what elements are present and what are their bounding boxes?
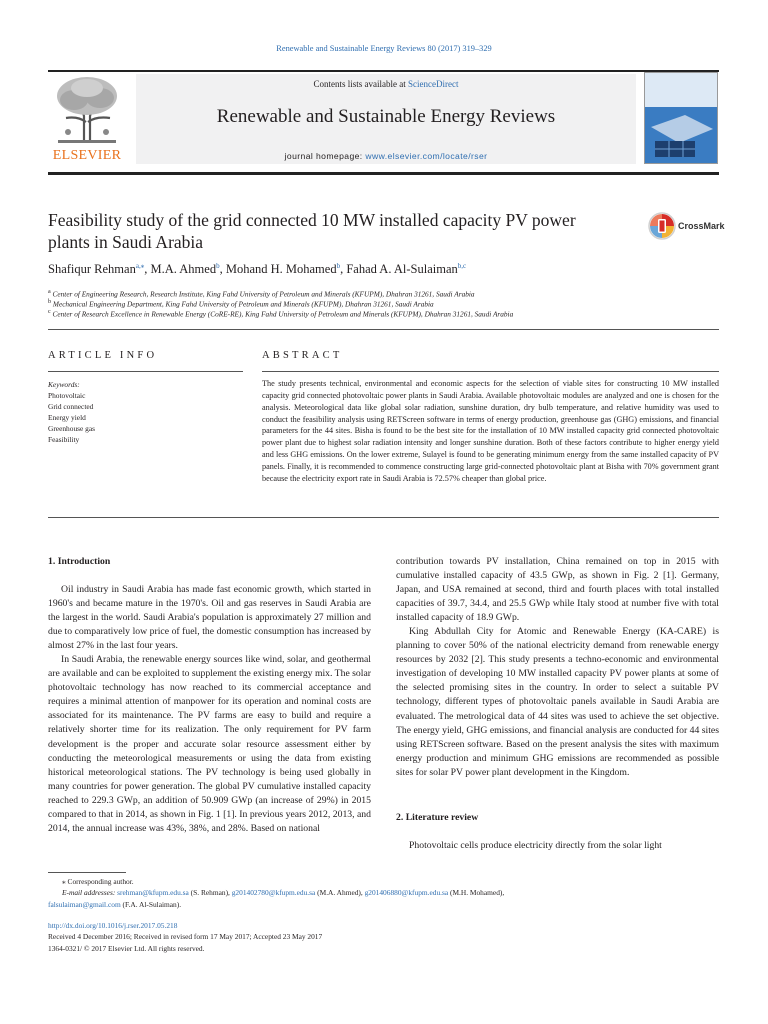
affiliation-b <box>48 299 738 308</box>
article-info-rule <box>48 371 243 372</box>
elsevier-wordmark: ELSEVIER <box>52 148 122 163</box>
keyword-item: Greenhouse gas <box>48 423 95 433</box>
cover-art-icon <box>645 107 717 163</box>
article-info-heading: ARTICLE INFO <box>48 350 158 361</box>
abstract-body: The study presents technical, environmental and economic aspects for the selection of viable sites for constructing 10 MW installed capacity grid connected photovoltaic power plants in Saudi Arabia. Available photovoltaic modules are analyzed and one is chosen for the analysis. Meteorological data like global solar radiation, sunshine duration, dry bulb temperature, and relative humidity was used to conduct the feasibility analysis using RETScreen software in terms of energy production, greenhouse gas (GHG) emissions, and financial parameters for the 44 sites. Bisha is found to be the best site for the installation of 10 MW installed capacity grid connected photovoltaic power plant due to highest solar radiation intensity and longer sunshine duration. Both of these factors contribute to higher energy yield and less GHG emissions. On the lower extreme, Sulayel is found to be generating minimum energy from the same installed capacity of PV panels. Finally, it is recommended to commence constructing large grid-connected photovoltaic plant at Bisha with 70% government grant because the electricity export rate in Saudi Arabia is 72.57% cheaper than global price. <box>262 379 719 483</box>
body-paragraph: Oil industry in Saudi Arabia has made fast economic growth, which started in 1960's and became mature in the 1970's. Oil and gas reserves in Saudi Arabia are the largest in the world. Saudi Arabia's population is approximately 27 million and due to comparatively low price of fuel, the domestic consumption has increased by almost 27% in the last four years. <box>48 584 371 652</box>
abstract-bottom-rule <box>48 517 719 518</box>
journal-cover-thumbnail[interactable] <box>644 72 718 164</box>
footnote-rule <box>48 872 126 873</box>
affil-key: b <box>48 299 52 305</box>
affiliation-a <box>48 289 738 298</box>
email-owner: (M.H. Mohamed), <box>448 888 505 898</box>
author-affil-sup[interactable]: b <box>336 262 341 270</box>
affil-text: Mechanical Engineering Department, King Fahd University of Petroleum and Minerals (KFUPM), Dhahran 31261, Saudi Arabia <box>52 299 434 309</box>
author-affil-sup[interactable]: b,c <box>457 262 467 270</box>
author-affil-sup[interactable]: a,⁎ <box>135 262 145 270</box>
author-name[interactable]: Shafiqur Rehman <box>48 262 136 277</box>
affil-text: Center of Research Excellence in Renewable Energy (CoRE-RE), King Fahd University of Petroleum and Minerals (KFUPM), Dhahran 31261, Saudi Arabia <box>52 309 514 319</box>
header-bottom-rule <box>48 172 719 175</box>
sciencedirect-link[interactable]: ScienceDirect <box>408 79 459 89</box>
section-heading-introduction: 1. Introduction <box>48 556 111 567</box>
footnotes <box>48 876 738 910</box>
keywords-label: Keywords: <box>48 380 80 389</box>
email-addresses <box>48 887 738 898</box>
affil-text: Center of Engineering Research, Research Institute, King Fahd University of Petroleum and Minerals (KFUPM), Dhahran 31261, Saudi Arabia <box>52 289 475 299</box>
author-name[interactable]: Mohand H. Mohamed <box>225 262 337 277</box>
body-paragraph: contribution towards PV installation, China remained on top in 2015 with cumulative installed capacity of 43.5 GWp, as shown in Fig. 2 [1]. Germany, Japan, and USA remained at second, third and fourth places with total installed capacities of 39.7, 34.4, and 25.5 GWp while Italy stood at number five with total installed capacity of 18.9 GWp. <box>396 556 719 624</box>
abstract-heading: ABSTRACT <box>262 350 343 361</box>
author-separator: , <box>144 262 151 277</box>
keyword-item: Photovoltaic <box>48 390 86 400</box>
body-paragraph: King Abdullah City for Atomic and Renewable Energy (KA-CARE) is planning to cover 50% of the national electricity demand from renewable energy resources by 2032 [2]. This study presents a techno-economic and environmental investigation of developing 10 MW installed capacity PV power plants at some of the selected promising sites in the country. In order to select a suitable PV technology, different types of photovoltaic panels available in Saudi Arabia are evaluated. The metrological data of 44 sites was used to achieve the set objective. The energy yield, GHG emissions, and financial analysis are conducted for 44 sites using RETScreen software. Based on the present analysis the sites with maximum energy production and minimum GHG emissions are recommended as possible sites for solar PV power plant development in the Kingdom. <box>396 626 719 778</box>
crossmark-label: CrossMark <box>678 221 725 231</box>
contents-availability-line <box>136 79 636 89</box>
journal-banner <box>48 72 719 168</box>
author-affil-sup[interactable]: b <box>216 262 220 270</box>
email-owner: (F.A. Al-Sulaiman). <box>120 899 182 909</box>
keywords-list <box>48 380 243 445</box>
email-link[interactable]: g201402780@kfupm.edu.sa <box>231 888 316 898</box>
affiliation-c <box>48 309 738 318</box>
keyword-item: Feasibility <box>48 434 80 444</box>
cover-title-band <box>645 73 717 107</box>
publication-info <box>48 920 738 954</box>
keyword-item: Energy yield <box>48 412 86 422</box>
right-column-text <box>396 555 719 780</box>
literature-review-text <box>396 839 719 853</box>
author-separator: , <box>219 262 226 277</box>
section-heading-literature-review: 2. Literature review <box>396 812 479 823</box>
crossmark-icon <box>648 211 676 241</box>
journal-title: Renewable and Sustainable Energy Reviews <box>216 106 556 127</box>
journal-homepage-link[interactable]: www.elsevier.com/locate/rser <box>365 151 488 161</box>
email-owner: (S. Rehman), <box>188 888 232 898</box>
journal-homepage-line <box>136 151 636 161</box>
affil-key: c <box>48 309 51 315</box>
author-separator: , <box>340 262 347 277</box>
body-paragraph: Photovoltaic cells produce electricity directly from the solar light <box>409 840 662 851</box>
left-column-text <box>48 583 371 836</box>
author-name[interactable]: M.A. Ahmed <box>150 262 217 277</box>
paper-title: Feasibility study of the grid connected 10 MW installed capacity PV power plants in Saudi Arabia <box>48 210 576 252</box>
copyright-line: 1364-0321/ © 2017 Elsevier Ltd. All rights reserved. <box>48 943 205 953</box>
keyword-item: Grid connected <box>48 401 94 411</box>
email-label: E-mail addresses: <box>62 888 118 898</box>
email-owner: (M.A. Ahmed), <box>315 888 365 898</box>
email-addresses-continued <box>48 899 738 910</box>
email-link[interactable]: g201406880@kfupm.edu.sa <box>364 888 449 898</box>
doi-link[interactable]: http://dx.doi.org/10.1016/j.rser.2017.05.218 <box>48 921 178 930</box>
tree-icon <box>48 72 126 148</box>
journal-reference-link[interactable]: Renewable and Sustainable Energy Reviews 80 (2017) 319–329 <box>276 44 492 53</box>
homepage-prefix: journal homepage: <box>284 151 366 161</box>
email-link[interactable]: falsulaiman@gmail.com <box>48 899 121 909</box>
contents-prefix: Contents lists available at <box>313 79 408 89</box>
author-list <box>48 262 728 277</box>
email-link[interactable]: srehman@kfupm.edu.sa <box>117 888 189 898</box>
corresponding-author-note: ⁎ Corresponding author. <box>62 877 134 886</box>
author-name[interactable]: Fahad A. Al-Sulaiman <box>346 262 458 277</box>
received-dates: Received 4 December 2016; Received in revised form 17 May 2017; Accepted 23 May 2017 <box>48 932 323 942</box>
affiliation-divider <box>48 329 719 330</box>
abstract-rule <box>262 371 719 372</box>
body-paragraph: In Saudi Arabia, the renewable energy sources like wind, solar, and geothermal are available and can be exploited to supplement the existing energy mix. The solar photovoltaic technology has now reached to its commercial acceptance and requires a minimal attention of manpower for its operation and nominal costs are associated for its maintenance. The PV farms are easy to build and require a relatively shorter time for its realization. The only requirement for PV farm development is the proper and accurate solar resource assessment either by conducting the meteorological measurements or using the data from existing historical meteorological stations. The PV technology is being used globally in many countries for power generation. The global PV cumulative installed capacity reached to 229.3 GWp, an addition of 50.909 GWp (an increase of 29%) in 2015 compared to that in 2014, as shown in Fig. 1 [1]. In previous years 2012, 2013, and 2014, the annual increase was 43%, 38%, and 28%. Based on national <box>48 654 371 834</box>
affil-key: a <box>48 289 51 295</box>
